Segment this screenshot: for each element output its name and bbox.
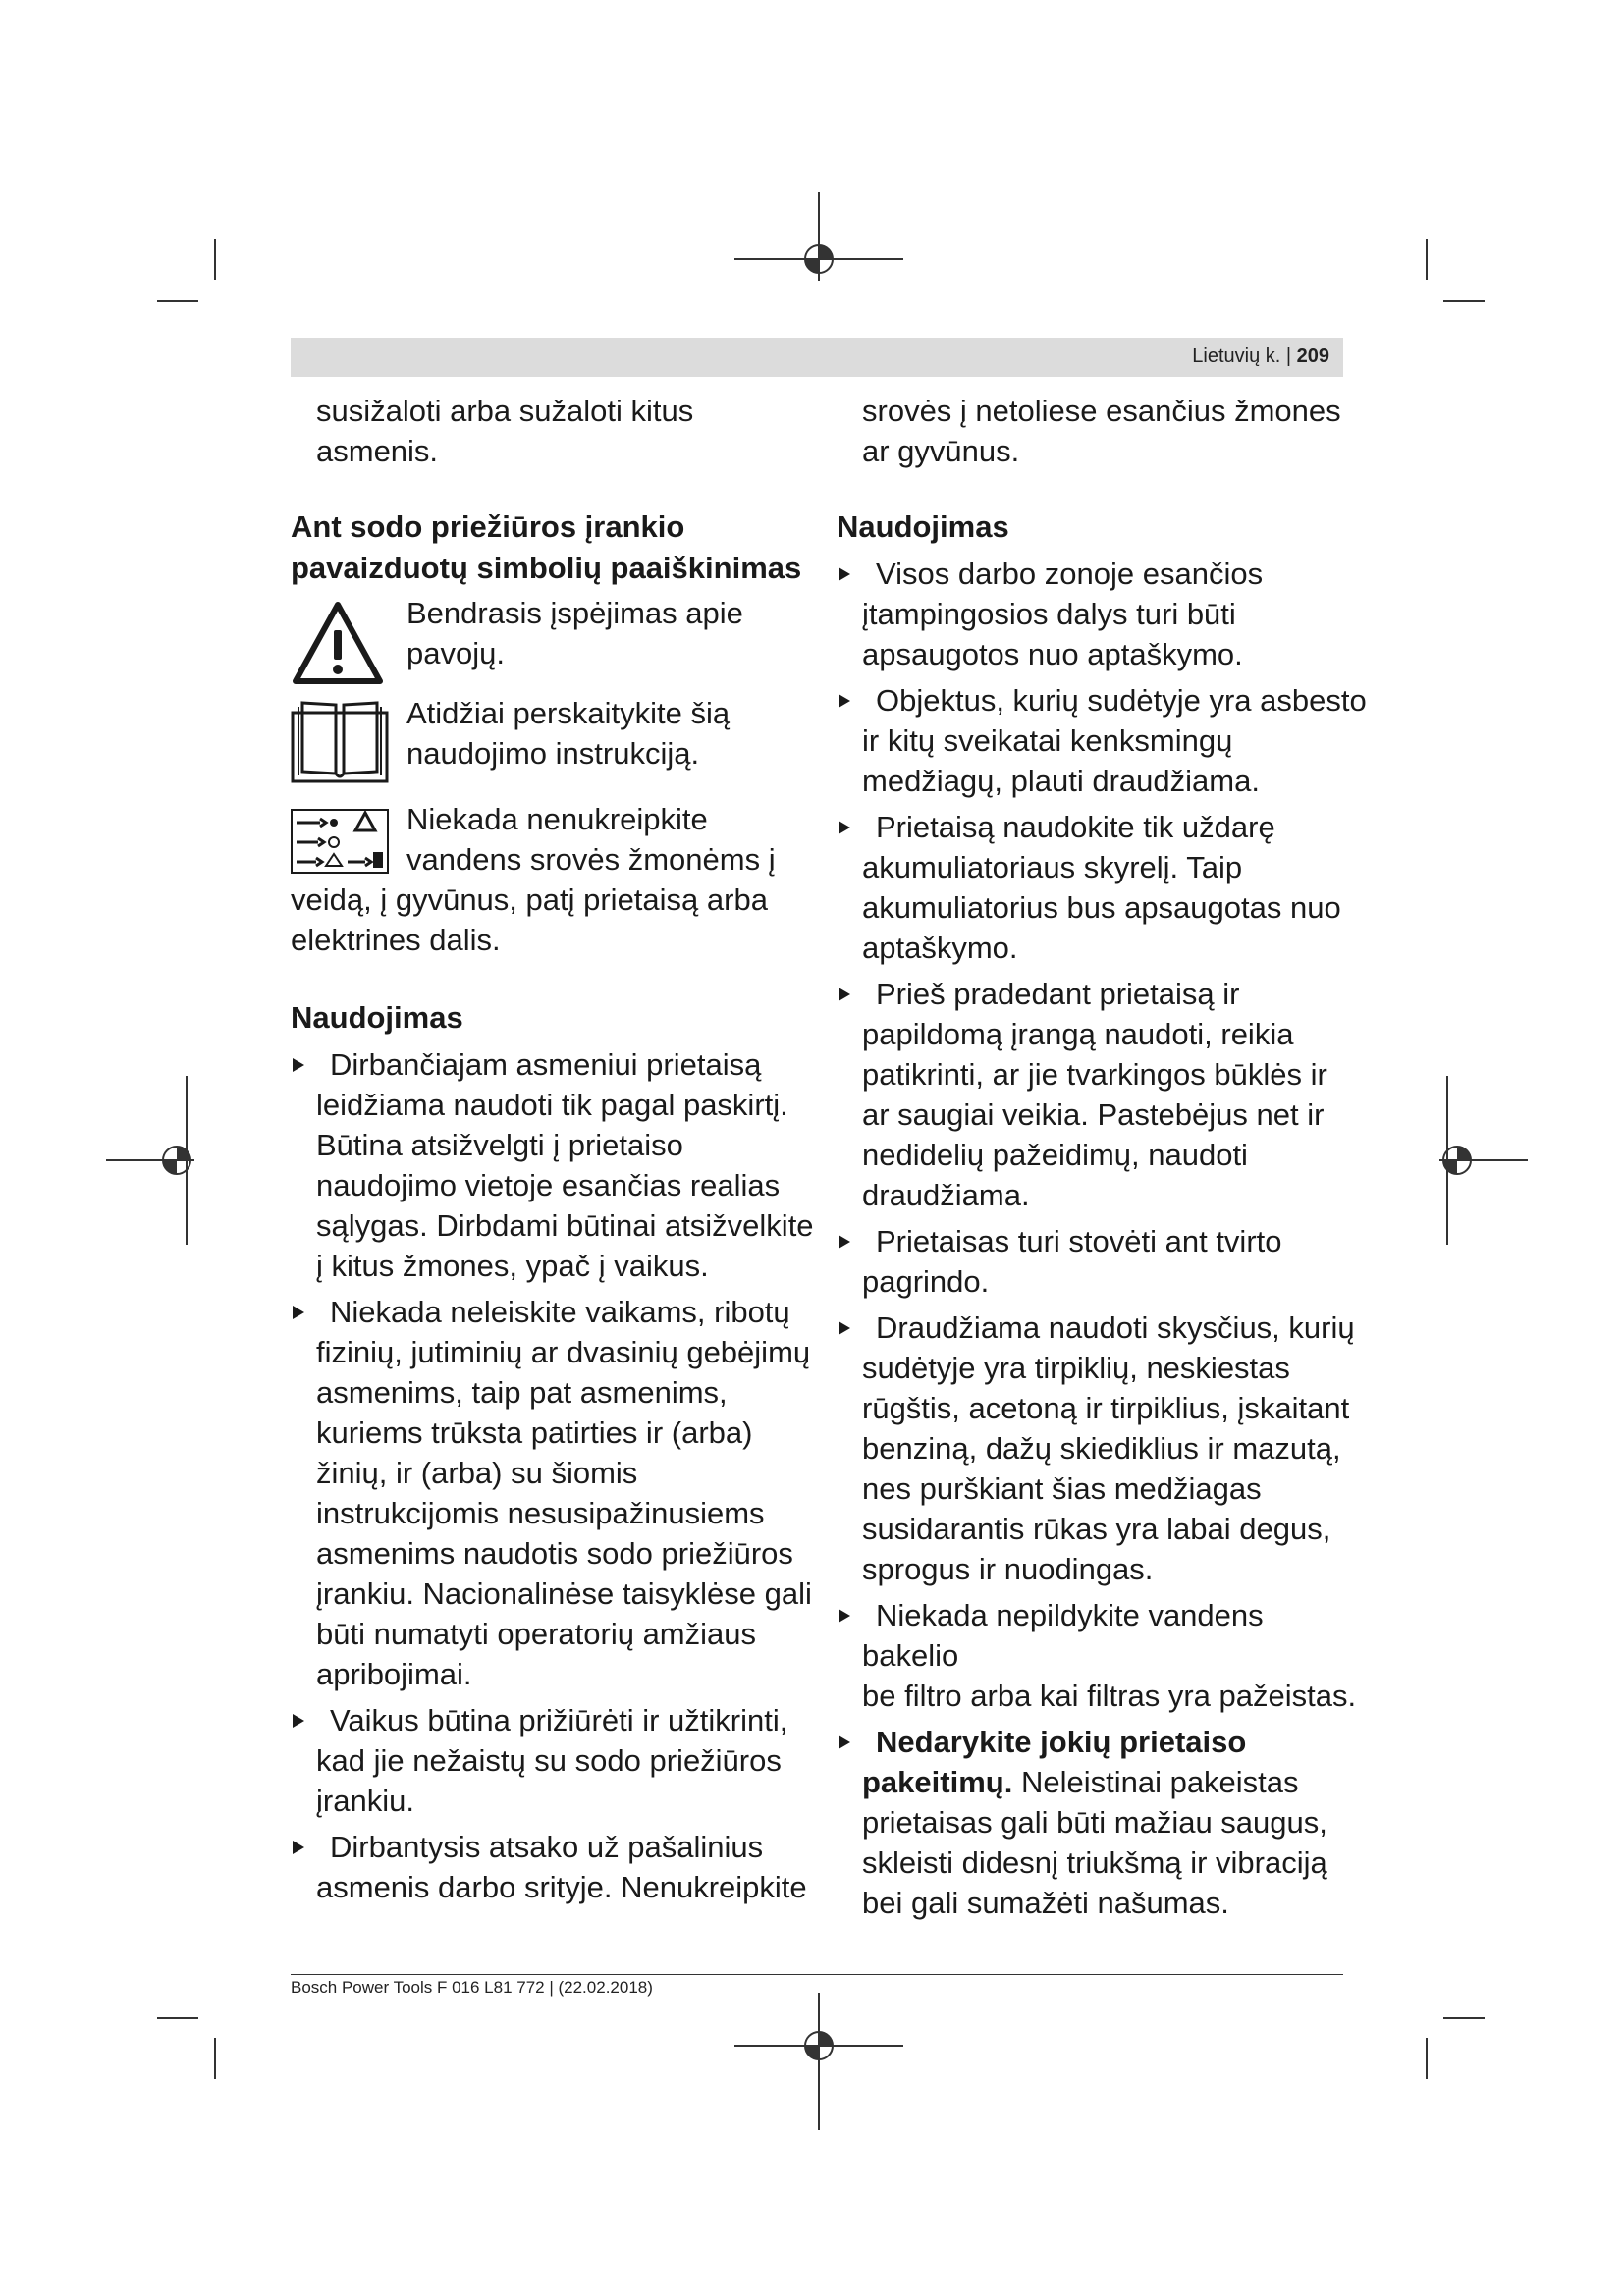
list-item: Prietaisas turi stovėti ant tvirto pagrindo. [837, 1221, 1367, 1302]
bullet-arrow-icon [839, 821, 850, 834]
page-number: 209 [1296, 346, 1329, 367]
bullet-arrow-icon [839, 1321, 850, 1335]
crop-mark [214, 2038, 216, 2079]
list-item: Draudžiama naudoti skysčius, kurių sudėtyje yra tirpiklių, neskiestas rūgštis, acetoną ir tirpiklius, įskaitant benziną, dažų skiediklius ir mazutą, nes purškiant šias medžiagas susidarantis rūkas yra labai degus, sprogus ir nuodingas. [837, 1308, 1367, 1589]
registration-mark-icon [734, 192, 903, 281]
page-header [291, 338, 1343, 377]
list-item: Nedarykite jokių prietaiso pakeitimų. Neleistinai pakeistas prietaisas gali būti mažiau saugus, skleisti didesnį triukšmą ir vibraciją bei gali sumažėti našumas. [837, 1722, 1367, 1923]
bullet-arrow-icon [839, 1609, 850, 1623]
crop-mark [1443, 2017, 1485, 2019]
left-column [291, 391, 821, 1913]
symbol-row-manual [291, 693, 821, 787]
list-item: Dirbančiajam asmeniui prietaisą leidžiama naudoti tik pagal paskirtį. Būtina atsižvelgti į prietaiso naudojimo vietoje esančias realias sąlygas. Dirbdami būtinai atsižvelkite į kitus žmones, ypač į vaikus. [291, 1044, 821, 1286]
list-item: Niekada neleiskite vaikams, ribotų fizinių, jutiminių ar dvasinių gebėjimų asmenims, taip pat asmenims, kuriems trūksta patirties ir (arba) žinių, ir (arba) su šiomis instrukcijomis nesusipažinusiems asmenims naudotis sodo priežiūros įrankiu. Nacionalinėse taisyklėse gali būti numatyti operatorių amžiaus apribojimai. [291, 1292, 821, 1694]
crop-mark [1443, 300, 1485, 302]
warning-icon [291, 599, 385, 687]
list-item: Niekada nepildykite vandens bakelio be filtro arba kai filtras yra pažeistas. [837, 1595, 1367, 1716]
footer-rule [291, 1974, 1343, 1975]
usage-heading: Naudojimas [837, 509, 1009, 544]
crop-mark [1426, 239, 1428, 280]
symbol-text: Bendrasis įspėjimas apie pavojų. [406, 596, 743, 670]
bullet-arrow-icon [839, 567, 850, 581]
crop-mark [157, 300, 198, 302]
no-spray-icon [291, 809, 389, 874]
list-item: Objektus, kurių sudėtyje yra asbesto ir kitų sveikatai kenksmingų medžiagų, plauti draudžiama. [837, 680, 1367, 801]
bullet-arrow-icon [293, 1058, 304, 1072]
list-item: Visos darbo zonoje esančios įtampingosios dalys turi būti apsaugotos nuo aptaškymo. [837, 554, 1367, 674]
list-item: Prietaisą naudokite tik uždarę akumuliatoriaus skyrelį. Taip akumuliatorius bus apsaugotas nuo aptaškymo. [837, 807, 1367, 968]
bullet-arrow-icon [839, 988, 850, 1001]
list-item: Dirbantysis atsako už pašalinius asmenis darbo srityje. Nenukreipkite [291, 1827, 821, 1907]
registration-mark-icon [106, 1076, 194, 1245]
registration-mark-icon [1439, 1076, 1528, 1245]
bullet-arrow-icon [839, 1235, 850, 1249]
header-section: Lietuvių k. | [1192, 346, 1292, 367]
right-column [837, 391, 1367, 1929]
usage-heading: Naudojimas [291, 1000, 463, 1035]
intro-paragraph: susižaloti arba sužaloti kitus asmenis. [316, 394, 694, 468]
header-text [1192, 346, 1329, 368]
crop-mark [1426, 2038, 1428, 2079]
bullet-arrow-icon [293, 1306, 304, 1319]
manual-book-icon [291, 699, 389, 783]
page-footer: Bosch Power Tools F 016 L81 772 | (22.02.2018) [291, 1978, 653, 1997]
bullet-arrow-icon [293, 1841, 304, 1854]
symbol-text: Atidžiai perskaitykite šią naudojimo instrukciją. [406, 696, 731, 771]
bullet-arrow-icon [839, 1735, 850, 1749]
crop-mark [157, 2017, 198, 2019]
list-item: Prieš pradedant prietaisą ir papildomą įrangą naudoti, reikia patikrinti, ar jie tvarkingos būklės ir ar saugiai veikia. Pastebėjus net ir nedidelių pažeidimų, naudoti draudžiama. [837, 974, 1367, 1215]
registration-mark-icon [734, 1993, 903, 2130]
symbol-text: Niekada nenukreipkite vandens srovės žmonėms į veidą, į gyvūnus, patį prietaisą arba elektrines dalis. [291, 802, 776, 957]
crop-mark [214, 239, 216, 280]
list-item: Vaikus būtina prižiūrėti ir užtikrinti, kad jie nežaistų su sodo priežiūros įrankiu. [291, 1700, 821, 1821]
symbols-heading: Ant sodo priežiūros įrankio pavaizduotų simbolių paaiškinimas [291, 509, 802, 585]
intro-paragraph: srovės į netoliese esančius žmones ar gyvūnus. [862, 394, 1341, 468]
symbol-row-no-spray [291, 799, 821, 960]
bullet-arrow-icon [293, 1714, 304, 1728]
bullet-arrow-icon [839, 694, 850, 708]
symbol-row-warning [291, 593, 821, 687]
